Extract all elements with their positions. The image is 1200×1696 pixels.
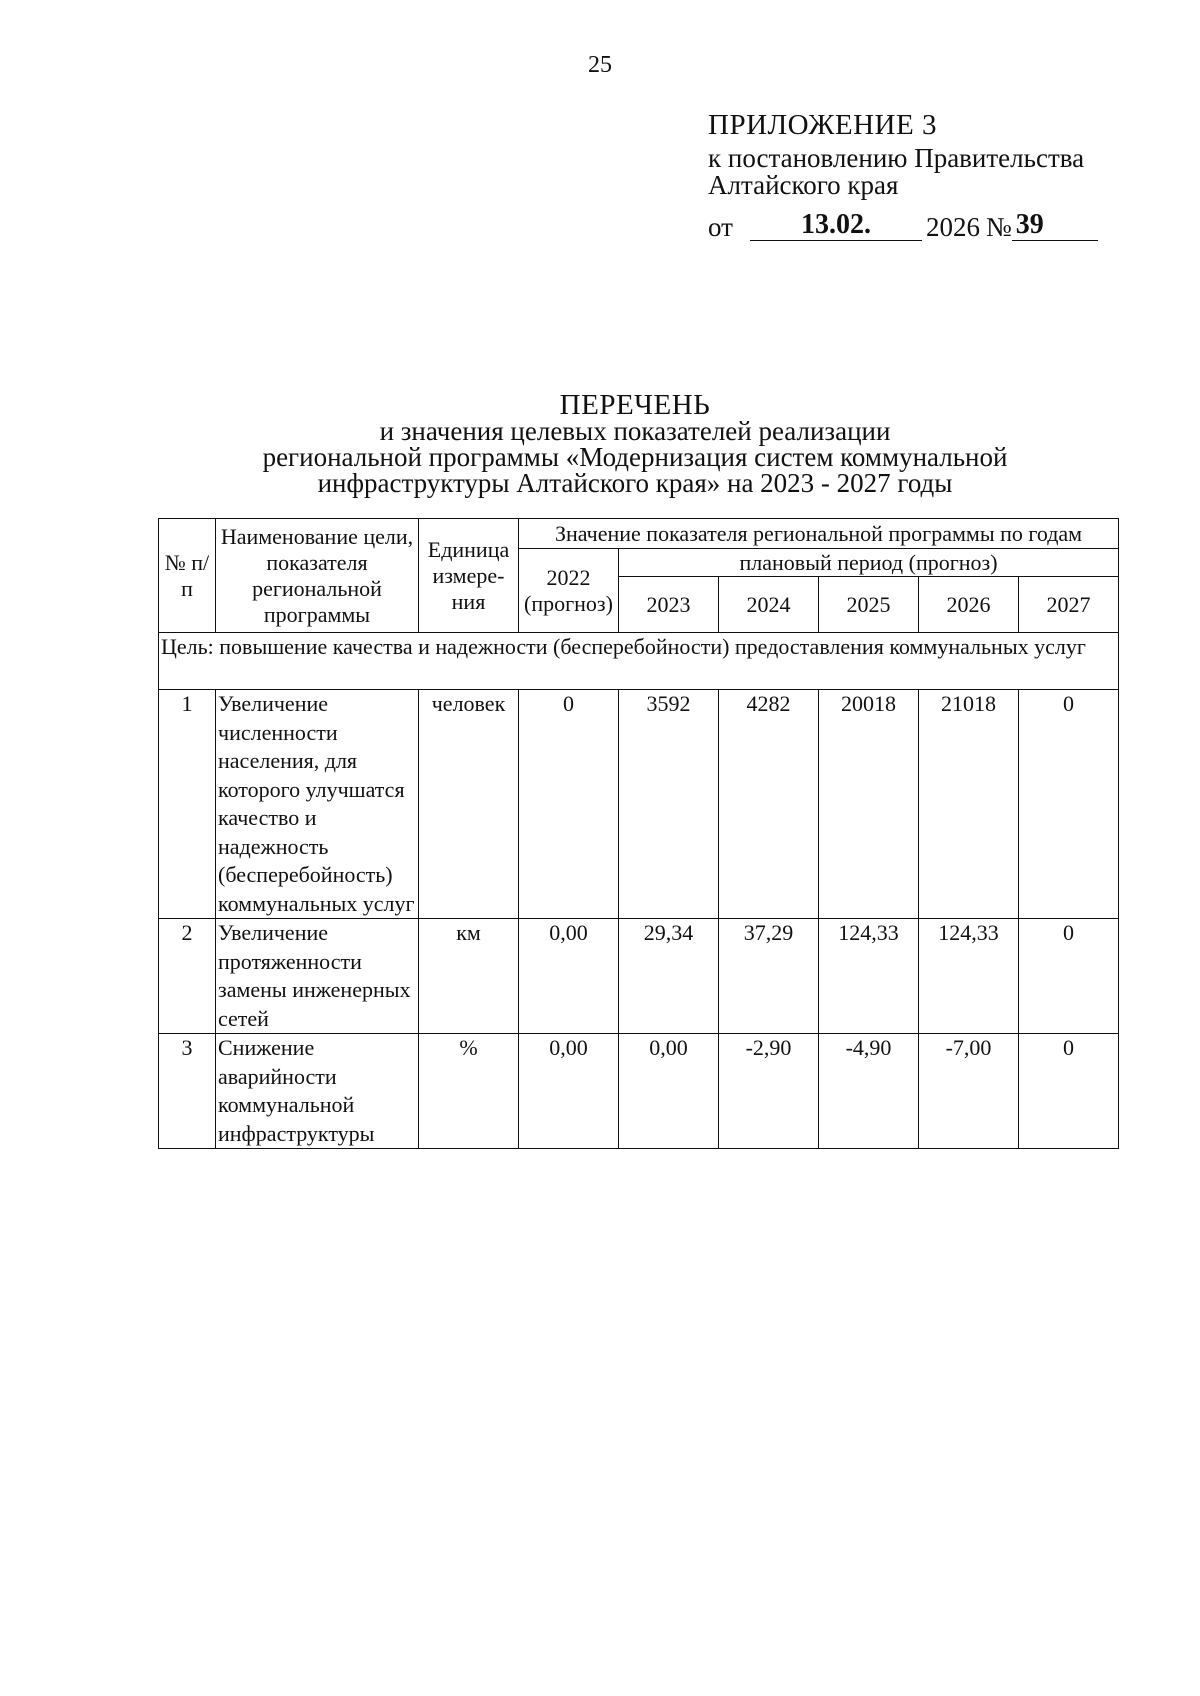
indicator-name: Снижение аварийности коммунальной инфраструктуры bbox=[216, 1034, 419, 1149]
value-2026: 124,33 bbox=[919, 919, 1019, 1034]
row-number: 2 bbox=[159, 919, 216, 1034]
indicator-name: Увеличение численности населения, для которого улучшатся качество и надежность (бесперебойность) коммунальных услуг bbox=[216, 690, 419, 919]
document-title bbox=[0, 389, 1200, 498]
title-line-1: ПЕРЕЧЕНЬ bbox=[559, 389, 711, 421]
title-line-2: и значения целевых показателей реализации bbox=[379, 416, 891, 446]
indicator-name: Увеличение протяженности замены инженерных сетей bbox=[216, 919, 419, 1034]
header-values-group: Значение показателя региональной программы по годам bbox=[519, 519, 1119, 549]
value-2022: 0,00 bbox=[519, 1034, 619, 1149]
goal-row: Цель: повышение качества и надежности (бесперебойности) предоставления коммунальных услуг bbox=[159, 633, 1119, 690]
title-line-3: региональной программы «Модернизация систем коммунальной bbox=[262, 442, 1008, 472]
decree-date: 13.02. bbox=[750, 210, 922, 241]
header-year-2027: 2027 bbox=[1019, 577, 1119, 633]
value-2023: 29,34 bbox=[619, 919, 719, 1034]
value-2025: 20018 bbox=[819, 690, 919, 919]
value-2025: 124,33 bbox=[819, 919, 919, 1034]
value-2025: -4,90 bbox=[819, 1034, 919, 1149]
decree-number: 39 bbox=[1012, 210, 1098, 241]
appendix-block bbox=[708, 109, 1128, 242]
appendix-heading: ПРИЛОЖЕНИЕ 3 bbox=[708, 109, 937, 141]
value-2026: 21018 bbox=[919, 690, 1019, 919]
header-base-year: 2022 (прогноз) bbox=[519, 549, 619, 633]
value-2024: 37,29 bbox=[719, 919, 819, 1034]
value-2023: 0,00 bbox=[619, 1034, 719, 1149]
header-year-2024: 2024 bbox=[719, 577, 819, 633]
title-line-4: инфраструктуры Алтайского края» на 2023 - 2027 годы bbox=[317, 468, 953, 498]
row-number: 1 bbox=[159, 690, 216, 919]
value-2024: 4282 bbox=[719, 690, 819, 919]
table-row bbox=[159, 1034, 1119, 1149]
appendix-date-line bbox=[708, 207, 1128, 241]
value-2027: 0 bbox=[1019, 1034, 1119, 1149]
value-2027: 0 bbox=[1019, 690, 1119, 919]
value-2027: 0 bbox=[1019, 919, 1119, 1034]
header-number: № п/п bbox=[159, 519, 216, 633]
indicators-table bbox=[158, 518, 1119, 1149]
value-2022: 0 bbox=[519, 690, 619, 919]
value-2023: 3592 bbox=[619, 690, 719, 919]
number-sign: № bbox=[986, 212, 1012, 242]
table-row bbox=[159, 919, 1119, 1034]
unit-cell: человек bbox=[419, 690, 519, 919]
header-unit: Единица измере-ния bbox=[419, 519, 519, 633]
header-name: Наименование цели, показателя региональной программы bbox=[216, 519, 419, 633]
page-number: 25 bbox=[588, 52, 612, 78]
header-plan-period: плановый период (прогноз) bbox=[619, 549, 1119, 577]
header-year-2025: 2025 bbox=[819, 577, 919, 633]
appendix-line-1: к постановлению Правительства bbox=[708, 143, 1085, 173]
row-number: 3 bbox=[159, 1034, 216, 1149]
unit-cell: км bbox=[419, 919, 519, 1034]
date-prefix: от bbox=[708, 212, 733, 242]
decree-year: 2026 bbox=[926, 212, 980, 242]
unit-cell: % bbox=[419, 1034, 519, 1149]
table-row bbox=[159, 690, 1119, 919]
value-2024: -2,90 bbox=[719, 1034, 819, 1149]
header-year-2026: 2026 bbox=[919, 577, 1019, 633]
value-2022: 0,00 bbox=[519, 919, 619, 1034]
appendix-line-2: Алтайского края bbox=[708, 170, 899, 200]
value-2026: -7,00 bbox=[919, 1034, 1019, 1149]
header-year-2023: 2023 bbox=[619, 577, 719, 633]
